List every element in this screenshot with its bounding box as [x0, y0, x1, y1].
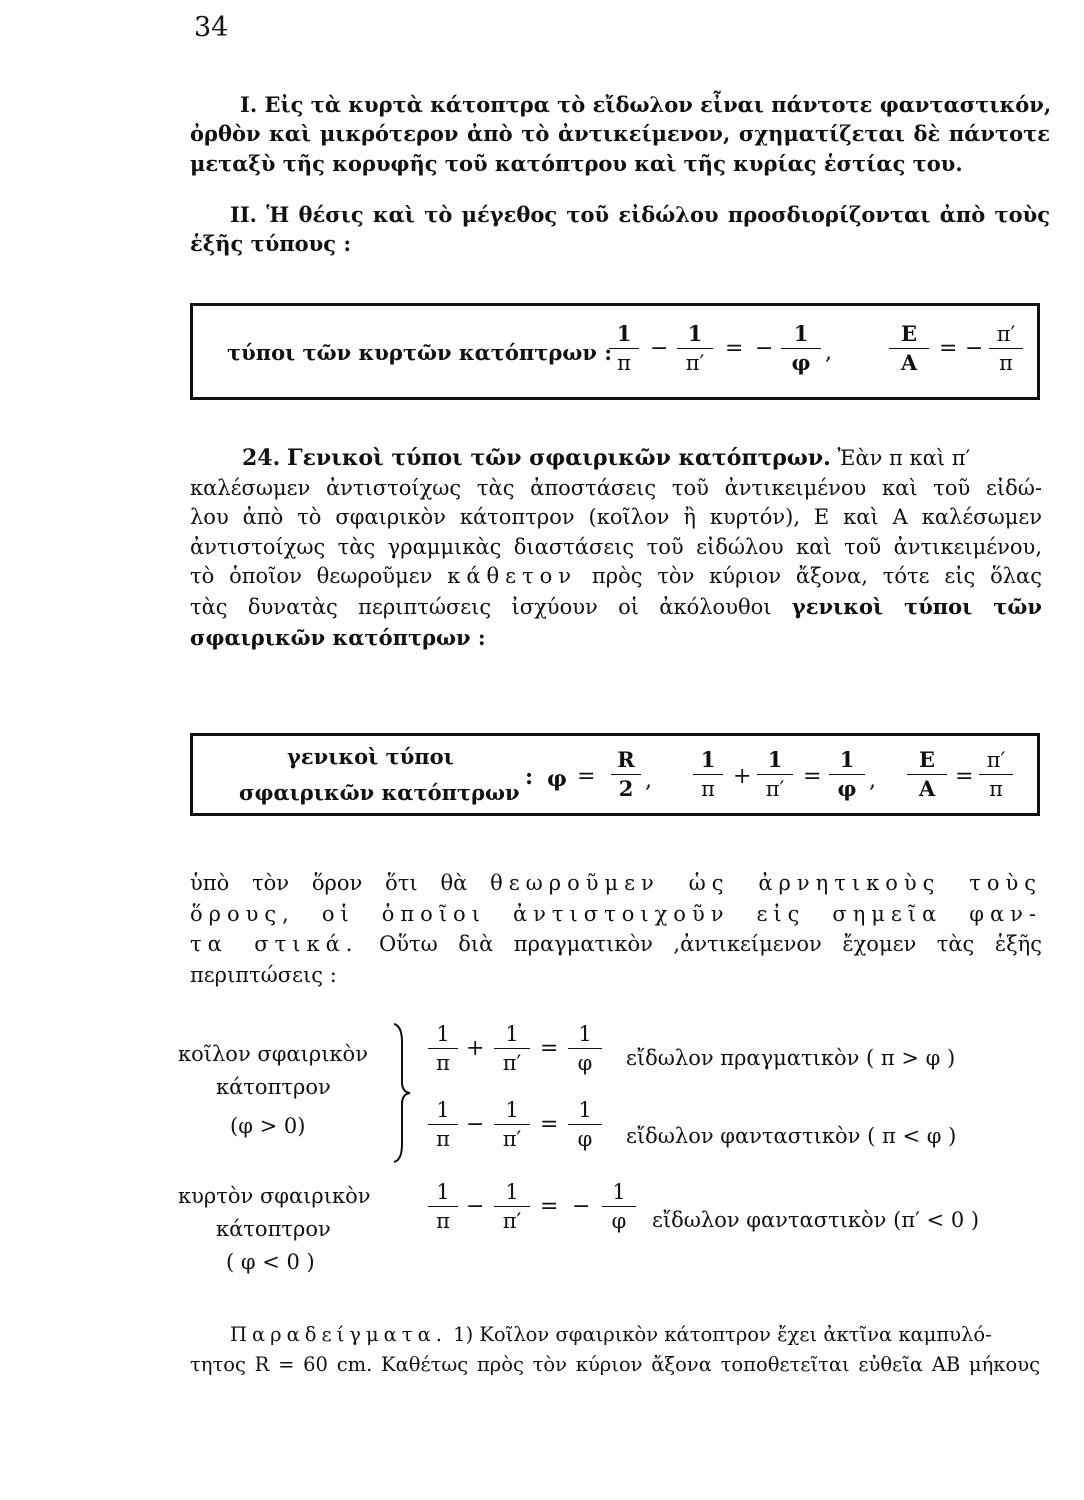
convex-label-line3: ( φ < 0 ) [226, 1250, 315, 1274]
text-line: λου ἀπὸ τὸ σφαιρικὸν κάτοπτρον (κοῖλον ἢ κυρτόν), E καὶ A καλέσωμεν [190, 505, 1042, 530]
denominator: π [617, 351, 631, 375]
convex-formula-label: τύποι τῶν κυρτῶν κατόπτρων : [227, 340, 612, 365]
minus-sign: − [466, 1112, 485, 1137]
denominator: φ [577, 1051, 593, 1075]
denominator: π′ [502, 1127, 522, 1151]
general-formula-box [190, 733, 1040, 816]
text-line [190, 623, 1042, 654]
paragraph-I [190, 90, 1050, 178]
phi-symbol: φ [547, 766, 567, 792]
minus-sign: − [572, 1194, 591, 1219]
comma: , [825, 340, 832, 365]
plus-sign: + [733, 764, 752, 789]
fraction-1-over-phi [602, 1180, 636, 1233]
examples-continued [190, 1350, 1040, 1380]
fraction-bar [609, 348, 639, 349]
paragraph-II [190, 200, 1050, 259]
concave-label-line2: κάτοπτρον [216, 1075, 331, 1099]
numerator: 1 [436, 1022, 450, 1046]
denominator: 2 [618, 776, 634, 801]
numerator: R [617, 747, 635, 772]
denominator: π [999, 351, 1013, 375]
colon: : [525, 764, 534, 790]
numerator: E [918, 747, 935, 772]
general-formula-label-line2: σφαιρικῶν κατόπτρων [239, 780, 520, 805]
text-fragment: 1) Κοῖλον σφαιρικὸν κάτοπτρον ἔχει ἀκτῖνα καμπυλό- [453, 1323, 992, 1346]
numerator: π′ [996, 322, 1016, 346]
minus-sign: − [466, 1194, 485, 1219]
fraction-1-over-pi [428, 1022, 458, 1075]
fraction-pi-prime-over-pi [979, 748, 1013, 801]
text-line: περιπτώσεις : [190, 962, 337, 987]
fraction-bar [889, 348, 929, 349]
equals-sign: = [725, 336, 744, 361]
text-line: ὀρθὸν καὶ μικρότερον ἀπὸ τὸ ἀντικείμενον, σχηματίζεται δὲ πάντοτε [190, 121, 1050, 147]
denominator: π [436, 1051, 450, 1075]
result-convex-virtual-image: εἴδωλον φανταστικὸν (π′ < 0 ) [652, 1208, 980, 1232]
denominator: π [989, 777, 1003, 801]
numerator: 1 [687, 321, 703, 346]
denominator: π′ [502, 1209, 522, 1233]
comma: , [869, 768, 876, 793]
text-line: ἑξῆς τύπους : [190, 231, 352, 257]
denominator: π [701, 777, 715, 801]
equals-sign: = [803, 764, 822, 789]
text-line [190, 929, 1042, 960]
spaced-emphasis: κάθετον [447, 564, 578, 589]
fraction-pi-prime-over-pi [989, 322, 1023, 375]
equals-sign: = [955, 764, 974, 789]
fraction-bar [907, 774, 947, 775]
text-line [190, 592, 1042, 623]
numerator: 1 [436, 1098, 450, 1122]
numerator: π′ [986, 748, 1006, 772]
fraction-1-over-pi-prime [494, 1022, 530, 1075]
text-fragment: τὸ ὁποῖον θεωροῦμεν [190, 564, 433, 589]
minus-sign: − [755, 336, 774, 361]
fraction-bar [829, 774, 865, 775]
text-fragment: Οὕτω διὰ πραγματικὸν ,ἀντικείμενον ἔχομεν τὰς ἑξῆς [379, 932, 1042, 956]
examples-label: Παραδείγματα. [230, 1323, 447, 1346]
section-number: 24. [242, 445, 281, 471]
fraction-bar [611, 774, 641, 775]
fraction-bar [428, 1206, 458, 1207]
denominator: A [918, 776, 936, 801]
concave-label-line3: (φ > 0) [230, 1114, 306, 1138]
general-formula-label-line1: γενικοὶ τύποι [287, 744, 454, 769]
numerator: 1 [436, 1180, 450, 1204]
numerator: E [900, 321, 917, 346]
fraction-1-over-pi [609, 322, 639, 375]
convex-label-line1: κυρτὸν σφαιρικὸν [178, 1184, 371, 1208]
fraction-bar [568, 1048, 602, 1049]
denominator: π′ [765, 777, 785, 801]
numerator: 1 [612, 1180, 626, 1204]
numerator: 1 [839, 747, 855, 772]
text-fragment: Ἐὰν π καὶ π′ [837, 446, 971, 470]
fraction-E-over-A [907, 748, 947, 801]
fraction-bar [602, 1206, 636, 1207]
denominator: φ [791, 350, 811, 375]
fraction-1-over-pi-prime [757, 748, 793, 801]
fraction-1-over-phi [568, 1098, 602, 1151]
numerator: 1 [505, 1022, 519, 1046]
bold-fragment: γενικοὶ τύποι τῶν [791, 593, 1042, 619]
equals-sign: = [540, 1036, 559, 1061]
comma: , [645, 768, 652, 793]
equals-sign: = [540, 1194, 559, 1219]
minus-sign: − [965, 336, 984, 361]
numerator: 1 [700, 747, 716, 772]
numerator: 1 [505, 1180, 519, 1204]
denominator: π′ [502, 1051, 522, 1075]
fraction-bar [677, 348, 713, 349]
spaced-emphasis: τα στικά. [190, 932, 359, 956]
fraction-1-over-phi [568, 1022, 602, 1075]
numerator: 1 [767, 747, 783, 772]
examples [230, 1320, 1030, 1350]
section-heading-line [190, 444, 1042, 474]
fraction-1-over-phi [781, 322, 821, 375]
fraction-bar [428, 1124, 458, 1125]
numerator: 1 [578, 1098, 592, 1122]
denominator: A [900, 350, 918, 375]
fraction-bar [757, 774, 793, 775]
plus-sign: + [466, 1036, 485, 1061]
section-24 [190, 444, 1042, 653]
denominator: π [436, 1127, 450, 1151]
fraction-1-over-pi-prime [677, 322, 713, 375]
fraction-1-over-pi-prime [494, 1098, 530, 1151]
denominator: φ [611, 1209, 627, 1233]
equals-sign: = [540, 1112, 559, 1137]
result-virtual-image: εἴδωλον φανταστικὸν ( π < φ ) [626, 1124, 957, 1148]
text-line: ἀντιστοίχως τὰς γραμμικὰς διαστάσεις τοῦ εἰδώλου καὶ τοῦ ἀντικειμένου, [190, 534, 1042, 559]
fraction-bar [693, 774, 723, 775]
minus-sign: − [650, 336, 669, 361]
text-line: ὅρους, οἱ ὁποῖοι ἀντιστοιχοῦν εἰς σημεῖα φαν- [190, 901, 1042, 926]
denominator: π′ [685, 351, 705, 375]
fraction-1-over-pi [428, 1098, 458, 1151]
convex-formula-box [190, 303, 1040, 400]
fraction-1-over-pi-prime [494, 1180, 530, 1233]
text-line: καλέσωμεν ἀντιστοίχως τὰς ἀποστάσεις τοῦ ἀντικειμένου καὶ τοῦ εἰδώ- [190, 475, 1042, 500]
text-line [230, 1320, 1030, 1350]
fraction-E-over-A [889, 322, 929, 375]
fraction-bar [989, 348, 1023, 349]
denominator: φ [837, 776, 857, 801]
fraction-bar [979, 774, 1013, 775]
fraction-bar [494, 1048, 530, 1049]
denominator: π [436, 1209, 450, 1233]
equals-sign: = [939, 336, 958, 361]
text-line: τητος R = 60 cm. Καθέτως πρὸς τὸν κύριον ἄξονα τοποθετεῖται εὐθεῖα AB μήκους [190, 1353, 1040, 1376]
curly-brace-icon [390, 1022, 412, 1164]
paragraph-after-formulas [190, 868, 1042, 990]
fraction-R-over-2 [611, 748, 641, 801]
fraction-1-over-pi [428, 1180, 458, 1233]
result-real-image: εἴδωλον πραγματικὸν ( π > φ ) [626, 1046, 956, 1070]
numerator: 1 [505, 1098, 519, 1122]
fraction-bar [781, 348, 821, 349]
text-fragment: τὰς δυνατὰς περιπτώσεις ἰσχύουν οἱ ἀκόλουθοι [190, 594, 772, 619]
convex-label-line2: κάτοπτρον [216, 1217, 331, 1241]
equals-sign: = [577, 764, 596, 789]
text-line: II. Ἡ θέσις καὶ τὸ μέγεθος τοῦ εἰδώλου προσδιορίζονται ἀπὸ τοὺς [230, 202, 1050, 227]
fraction-bar [494, 1124, 530, 1125]
fraction-bar [568, 1124, 602, 1125]
numerator: 1 [616, 321, 632, 346]
fraction-bar [428, 1048, 458, 1049]
denominator: φ [577, 1127, 593, 1151]
fraction-1-over-phi [829, 748, 865, 801]
page-number: 34 [194, 12, 229, 43]
text-line [190, 562, 1042, 592]
fraction-bar [494, 1206, 530, 1207]
text-line: I. Εἰς τὰ κυρτὰ κάτοπτρα τὸ εἴδωλον εἶναι πάντοτε φανταστικόν, [240, 92, 1052, 117]
text-fragment: πρὸς τὸν κύριον ἄξονα, τότε εἰς ὅλας [591, 564, 1042, 589]
text-line [190, 868, 1042, 899]
section-heading: Γενικοὶ τύποι τῶν σφαιρικῶν κατόπτρων. [286, 445, 831, 471]
numerator: 1 [578, 1022, 592, 1046]
numerator: 1 [793, 321, 809, 346]
text-fragment: ὑπὸ τὸν ὅρον ὅτι θὰ [190, 871, 468, 895]
fraction-1-over-pi [693, 748, 723, 801]
bold-fragment: σφαιρικῶν κατόπτρων : [190, 624, 486, 650]
text-line: μεταξὺ τῆς κορυφῆς τοῦ κατόπτρου καὶ τῆς κυρίας ἑστίας του. [190, 150, 963, 176]
concave-label-line1: κοῖλον σφαιρικὸν [178, 1042, 368, 1066]
spaced-emphasis: θεωροῦμεν ὡς ἀρνητικοὺς τοὺς [490, 871, 1043, 895]
